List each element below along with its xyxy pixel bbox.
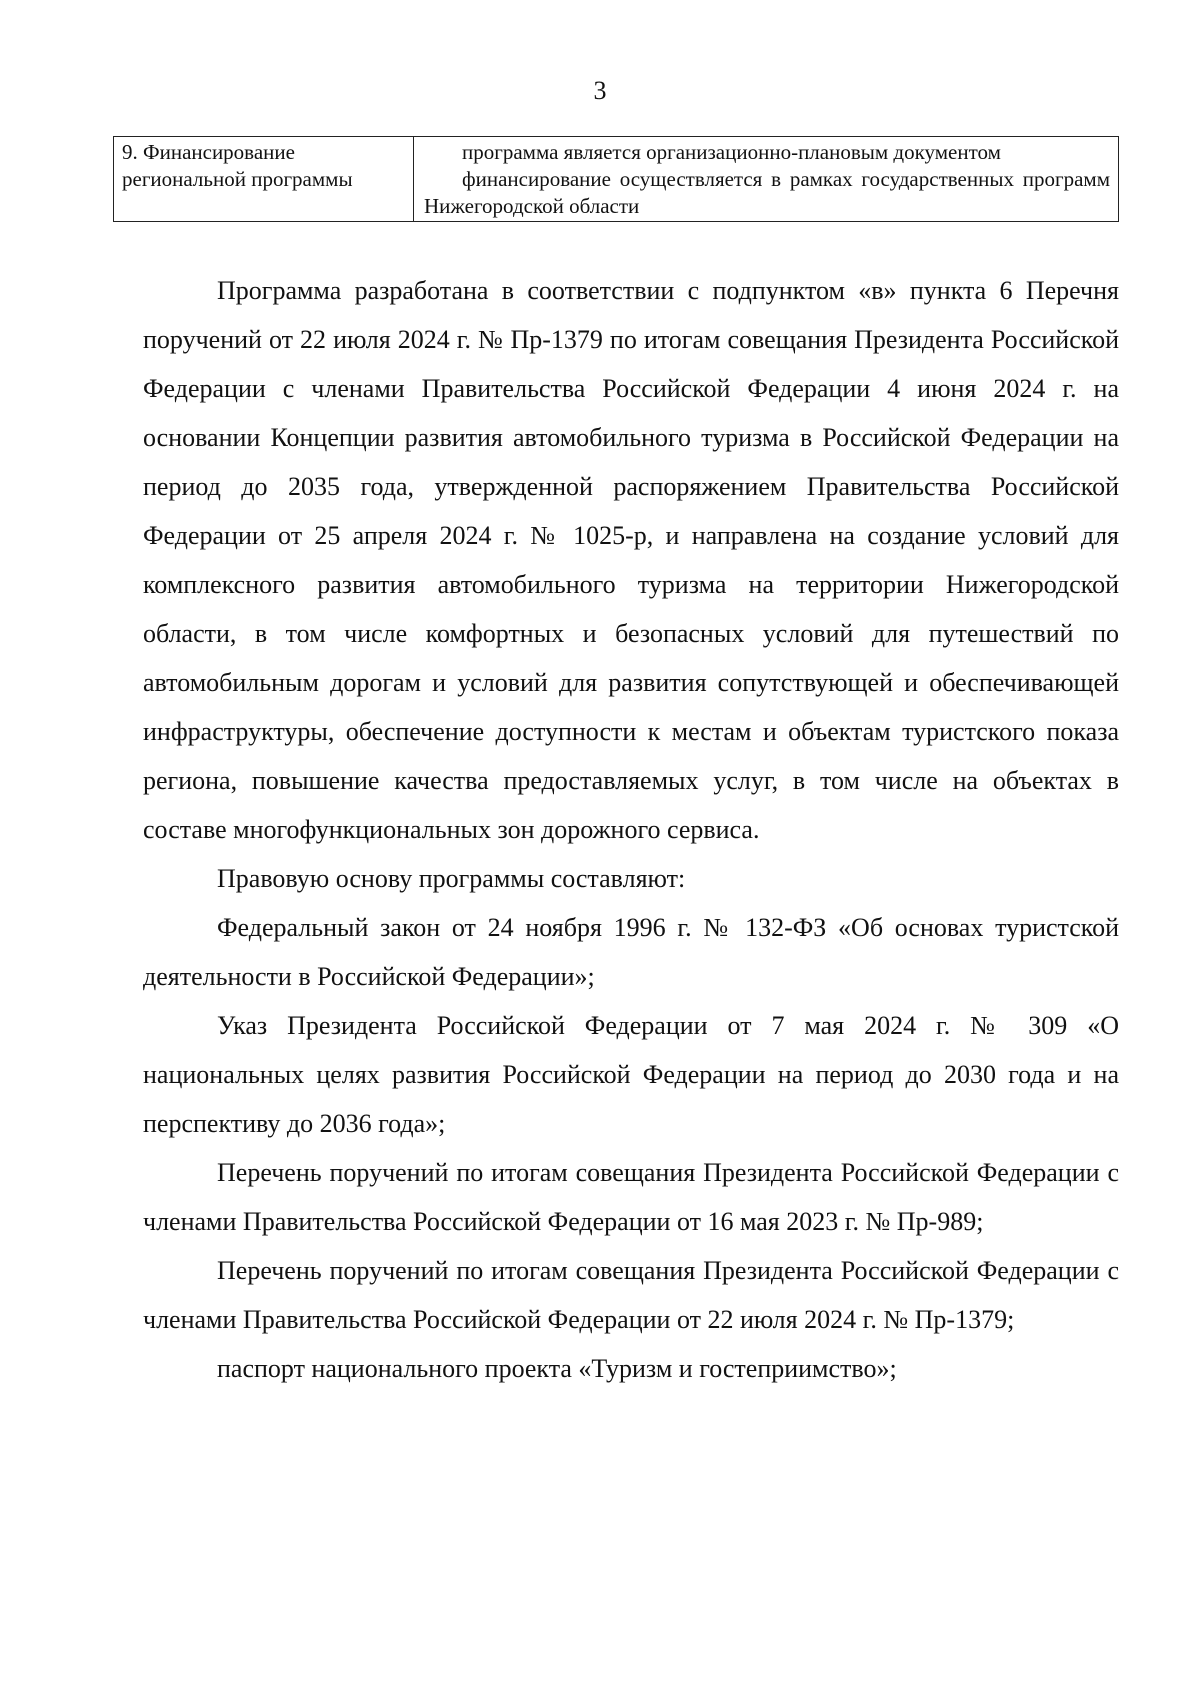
page-number: 3 xyxy=(593,76,607,105)
passport-table xyxy=(113,136,1119,222)
paragraph-instructions-2024: Перечень поручений по итогам совещания Президента Российской Федерации с членами Правительства Российской Федерации от 22 июля 2024 г. № Пр-1379; xyxy=(143,1256,1119,1334)
row-value-line: программа является организационно-плановым документом xyxy=(462,140,1001,164)
paragraph-national-project: паспорт национального проекта «Туризм и гостеприимство»; xyxy=(217,1354,897,1383)
paragraph-legal-basis-intro: Правовую основу программы составляют: xyxy=(217,864,686,893)
paragraph-instructions-2023: Перечень поручений по итогам совещания Президента Российской Федерации с членами Правительства Российской Федерации от 16 мая 2023 г. № Пр-989; xyxy=(143,1158,1119,1236)
paragraph-program-basis: Программа разработана в соответствии с подпунктом «в» пункта 6 Перечня поручений от 22 июля 2024 г. № Пр-1379 по итогам совещания Президента Российской Федерации с членами Правительства Российской Федерации 4 июня 2024 г. на основании Концепции развития автомобильного туризма в Российской Федерации на период до 2035 года, утвержденной распоряжением Правительства Российской Федерации от 25 апреля 2024 г. № 1025-р, и направлена на создание условий для комплексного развития автомобильного туризма на территории Нижегородской области, в том числе комфортных и безопасных условий для путешествий по автомобильным дорогам и условий для развития сопутствующей и обеспечивающей инфраструктуры, обеспечение доступности к местам и объектам туристского показа региона, повышение качества предоставляемых услуг, в том числе на объектах в составе многофункциональных зон дорожного сервиса. xyxy=(143,276,1119,844)
row-value xyxy=(414,137,1119,222)
paragraph-presidential-decree: Указ Президента Российской Федерации от 7 мая 2024 г. № 309 «О национальных целях развития Российской Федерации на период до 2030 года и на перспективу до 2036 года»; xyxy=(143,1011,1119,1138)
document-body xyxy=(143,266,1119,1393)
row-label: 9. Финансирование региональной программы xyxy=(114,137,414,222)
table-row-financing xyxy=(114,137,1119,222)
paragraph-federal-law: Федеральный закон от 24 ноября 1996 г. № 132-ФЗ «Об основах туристской деятельности в Российской Федерации»; xyxy=(143,913,1119,991)
row-value-line: финансирование осуществляется в рамках государственных программ Нижегородской области xyxy=(424,167,1110,218)
